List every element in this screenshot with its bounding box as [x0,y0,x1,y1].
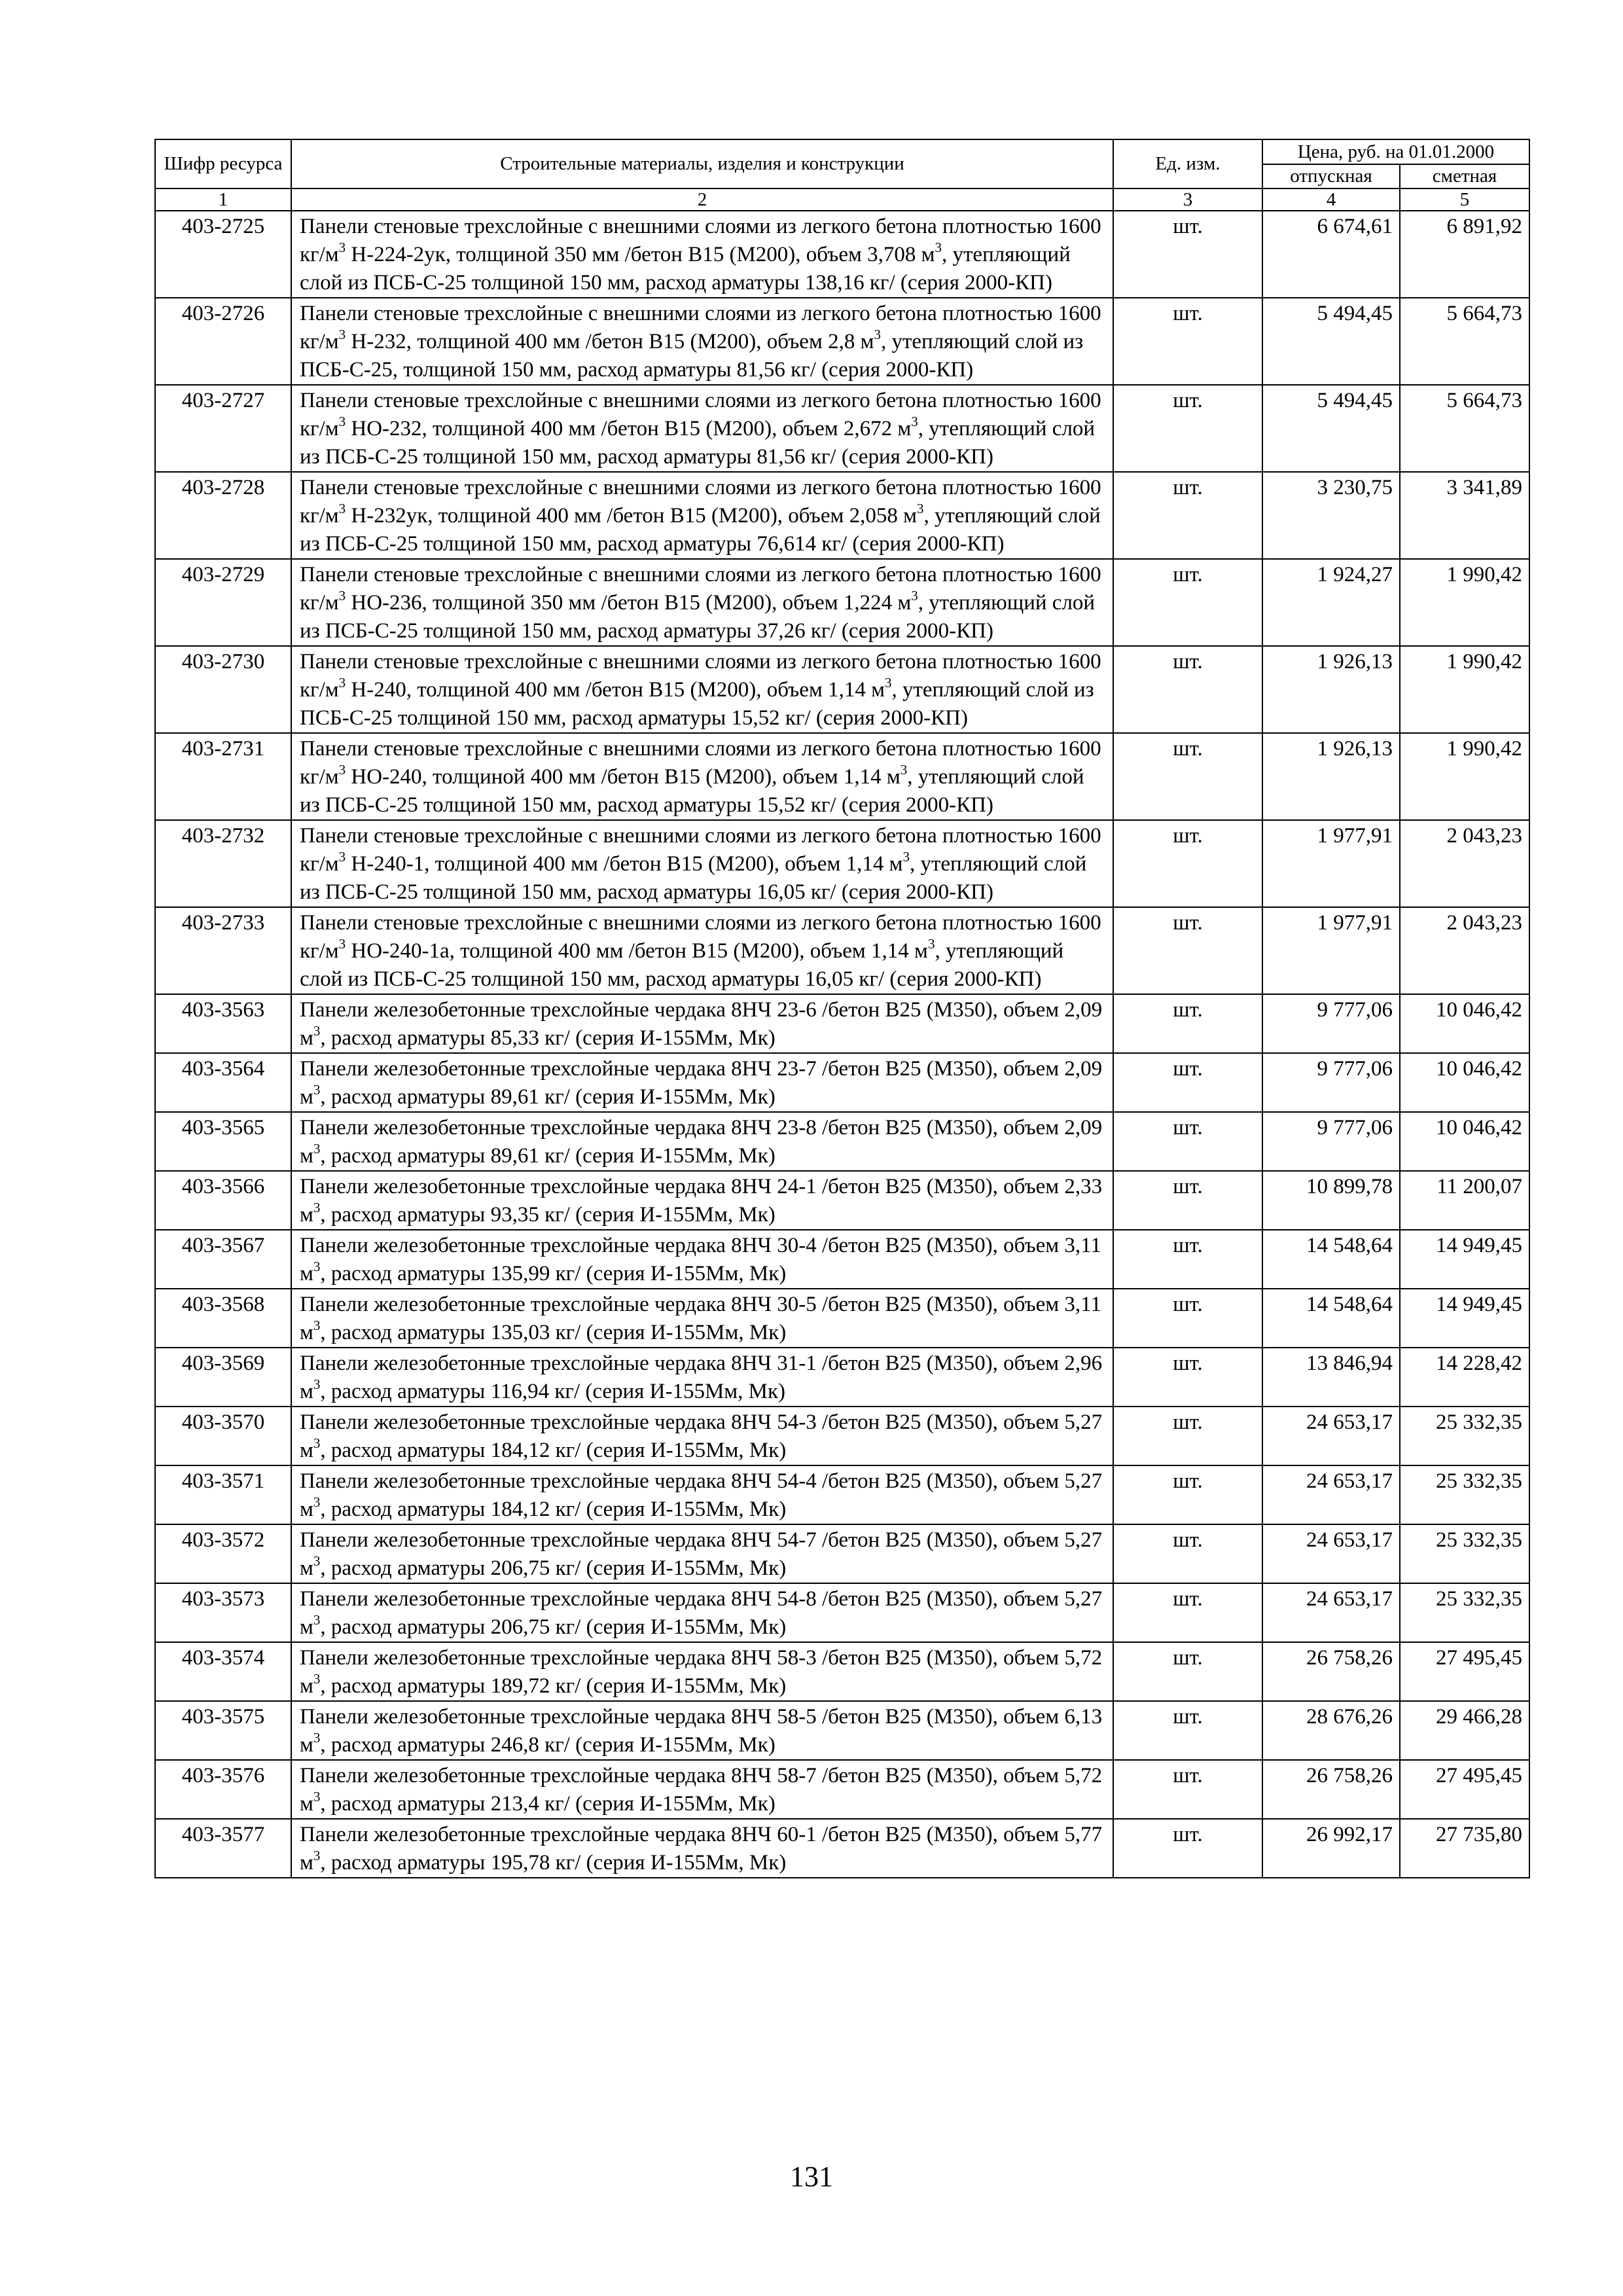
estimate-price: 1 990,42 [1400,733,1529,820]
estimate-price: 10 046,42 [1400,994,1529,1053]
unit-cell: шт. [1113,1289,1262,1348]
table-row [155,1348,1529,1407]
resource-code: 403-3575 [155,1701,291,1760]
estimate-price: 5 664,73 [1400,298,1529,385]
resource-code: 403-3564 [155,1053,291,1112]
unit-cell: шт. [1113,907,1262,994]
resource-code: 403-2730 [155,646,291,733]
resource-code: 403-3570 [155,1407,291,1465]
resource-code: 403-2732 [155,820,291,907]
release-price: 6 674,61 [1262,211,1400,298]
table-row [155,1289,1529,1348]
release-price: 24 653,17 [1262,1407,1400,1465]
release-price: 26 758,26 [1262,1760,1400,1819]
estimate-price: 5 664,73 [1400,385,1529,472]
unit-cell: шт. [1113,1230,1262,1289]
header-price-release: отпускная [1262,164,1400,188]
estimate-price: 1 990,42 [1400,559,1529,646]
release-price: 9 777,06 [1262,1053,1400,1112]
table-row [155,1701,1529,1760]
table-row [155,1112,1529,1171]
release-price: 1 926,13 [1262,646,1400,733]
release-price: 1 924,27 [1262,559,1400,646]
estimate-price: 29 466,28 [1400,1701,1529,1760]
material-description: Панели железобетонные трехслойные чердака 8НЧ 54-8 /бетон В25 (М350), объем 5,27 $м^3$, расход арматуры 206,75 кг/ (серия И-155Мм, Мк) [291,1583,1113,1642]
unit-cell: шт. [1113,1819,1262,1878]
release-price: 24 653,17 [1262,1583,1400,1642]
resource-code: 403-3567 [155,1230,291,1289]
resource-code: 403-3576 [155,1760,291,1819]
release-price: 3 230,75 [1262,472,1400,559]
estimate-price: 3 341,89 [1400,472,1529,559]
material-description: Панели стеновые трехслойные с внешними слоями из легкого бетона плотностью 1600 $кг/м^3$ Н-232ук, толщиной 400 мм /бетон В15 (М200), объем 2,058 $м^3$, утепляющий слой из ПСБ-С-25 толщиной 150 мм, расход арматуры 76,614 кг/ (серия 2000-КП) [291,472,1113,559]
unit-cell: шт. [1113,820,1262,907]
estimate-price: 27 495,45 [1400,1760,1529,1819]
unit-cell: шт. [1113,994,1262,1053]
material-description: Панели железобетонные трехслойные чердака 8НЧ 54-3 /бетон В25 (М350), объем 5,27 $м^3$, расход арматуры 184,12 кг/ (серия И-155Мм, Мк) [291,1407,1113,1465]
estimate-price: 27 495,45 [1400,1642,1529,1701]
material-description: Панели железобетонные трехслойные чердака 8НЧ 58-5 /бетон В25 (М350), объем 6,13 $м^3$, расход арматуры 246,8 кг/ (серия И-155Мм, Мк) [291,1701,1113,1760]
estimate-price: 25 332,35 [1400,1524,1529,1583]
table-row [155,1819,1529,1878]
unit-cell: шт. [1113,385,1262,472]
material-description: Панели железобетонные трехслойные чердака 8НЧ 31-1 /бетон В25 (М350), объем 2,96 $м^3$, расход арматуры 116,94 кг/ (серия И-155Мм, Мк) [291,1348,1113,1407]
price-table [154,139,1530,1878]
column-number: 1 [155,188,291,211]
header-materials: Строительные материалы, изделия и конструкции [291,139,1113,188]
material-description: Панели стеновые трехслойные с внешними слоями из легкого бетона плотностью 1600 $кг/м^3$ НО-232, толщиной 400 мм /бетон В15 (М200), объем 2,672 $м^3$, утепляющий слой из ПСБ-С-25 толщиной 150 мм, расход арматуры 81,56 кг/ (серия 2000-КП) [291,385,1113,472]
release-price: 24 653,17 [1262,1465,1400,1524]
table-row [155,559,1529,646]
material-description: Панели стеновые трехслойные с внешними слоями из легкого бетона плотностью 1600 $кг/м^3$ Н-224-2ук, толщиной 350 мм /бетон В15 (М200), объем 3,708 $м^3$, утепляющий слой из ПСБ-С-25 толщиной 150 мм, расход арматуры 138,16 кг/ (серия 2000-КП) [291,211,1113,298]
estimate-price: 11 200,07 [1400,1171,1529,1230]
table-row [155,472,1529,559]
resource-code: 403-3563 [155,994,291,1053]
release-price: 10 899,78 [1262,1171,1400,1230]
column-number: 3 [1113,188,1262,211]
unit-cell: шт. [1113,733,1262,820]
material-description: Панели железобетонные трехслойные чердака 8НЧ 58-7 /бетон В25 (М350), объем 5,72 $м^3$, расход арматуры 213,4 кг/ (серия И-155Мм, Мк) [291,1760,1113,1819]
estimate-price: 1 990,42 [1400,646,1529,733]
resource-code: 403-3569 [155,1348,291,1407]
header-price-group: Цена, руб. на 01.01.2000 [1262,139,1529,164]
table-row [155,385,1529,472]
material-description: Панели стеновые трехслойные с внешними слоями из легкого бетона плотностью 1600 $кг/м^3$ Н-240, толщиной 400 мм /бетон В15 (М200), объем 1,14 $м^3$, утепляющий слой из ПСБ-С-25 толщиной 150 мм, расход арматуры 15,52 кг/ (серия 2000-КП) [291,646,1113,733]
estimate-price: 14 949,45 [1400,1230,1529,1289]
release-price: 26 992,17 [1262,1819,1400,1878]
unit-cell: шт. [1113,559,1262,646]
material-description: Панели стеновые трехслойные с внешними слоями из легкого бетона плотностью 1600 $кг/м^3$ НО-240, толщиной 400 мм /бетон В15 (М200), объем 1,14 $м^3$, утепляющий слой из ПСБ-С-25 толщиной 150 мм, расход арматуры 15,52 кг/ (серия 2000-КП) [291,733,1113,820]
release-price: 5 494,45 [1262,298,1400,385]
table-row [155,1053,1529,1112]
unit-cell: шт. [1113,1112,1262,1171]
material-description: Панели железобетонные трехслойные чердака 8НЧ 60-1 /бетон В25 (М350), объем 5,77 $м^3$, расход арматуры 195,78 кг/ (серия И-155Мм, Мк) [291,1819,1113,1878]
resource-code: 403-2728 [155,472,291,559]
unit-cell: шт. [1113,1053,1262,1112]
unit-cell: шт. [1113,646,1262,733]
table-row [155,907,1529,994]
column-number: 5 [1400,188,1529,211]
column-number: 4 [1262,188,1400,211]
material-description: Панели железобетонные трехслойные чердака 8НЧ 54-4 /бетон В25 (М350), объем 5,27 $м^3$, расход арматуры 184,12 кг/ (серия И-155Мм, Мк) [291,1465,1113,1524]
unit-cell: шт. [1113,1407,1262,1465]
estimate-price: 14 949,45 [1400,1289,1529,1348]
resource-code: 403-2733 [155,907,291,994]
unit-cell: шт. [1113,472,1262,559]
release-price: 1 977,91 [1262,907,1400,994]
unit-cell: шт. [1113,1465,1262,1524]
unit-cell: шт. [1113,1348,1262,1407]
material-description: Панели железобетонные трехслойные чердака 8НЧ 54-7 /бетон В25 (М350), объем 5,27 $м^3$, расход арматуры 206,75 кг/ (серия И-155Мм, Мк) [291,1524,1113,1583]
table-row [155,1642,1529,1701]
estimate-price: 14 228,42 [1400,1348,1529,1407]
table-row [155,1524,1529,1583]
table-row [155,298,1529,385]
resource-code: 403-3565 [155,1112,291,1171]
resource-code: 403-2725 [155,211,291,298]
unit-cell: шт. [1113,1760,1262,1819]
resource-code: 403-3566 [155,1171,291,1230]
resource-code: 403-2731 [155,733,291,820]
table-row [155,211,1529,298]
material-description: Панели железобетонные трехслойные чердака 8НЧ 23-6 /бетон В25 (М350), объем 2,09 $м^3$, расход арматуры 85,33 кг/ (серия И-155Мм, Мк) [291,994,1113,1053]
release-price: 5 494,45 [1262,385,1400,472]
estimate-price: 10 046,42 [1400,1053,1529,1112]
release-price: 14 548,64 [1262,1230,1400,1289]
material-description: Панели стеновые трехслойные с внешними слоями из легкого бетона плотностью 1600 $кг/м^3$ НО-240-1а, толщиной 400 мм /бетон В15 (М200), объем 1,14 $м^3$, утепляющий слой из ПСБ-С-25 толщиной 150 мм, расход арматуры 16,05 кг/ (серия 2000-КП) [291,907,1113,994]
release-price: 14 548,64 [1262,1289,1400,1348]
table-row [155,646,1529,733]
table-body [155,211,1529,1878]
header-price-estimate: сметная [1400,164,1529,188]
table-row [155,1760,1529,1819]
release-price: 13 846,94 [1262,1348,1400,1407]
material-description: Панели стеновые трехслойные с внешними слоями из легкого бетона плотностью 1600 $кг/м^3$ Н-232, толщиной 400 мм /бетон В15 (М200), объем 2,8 $м^3$, утепляющий слой из ПСБ-С-25, толщиной 150 мм, расход арматуры 81,56 кг/ (серия 2000-КП) [291,298,1113,385]
column-number: 2 [291,188,1113,211]
resource-code: 403-3574 [155,1642,291,1701]
unit-cell: шт. [1113,1171,1262,1230]
header-unit: Ед. изм. [1113,139,1262,188]
material-description: Панели железобетонные трехслойные чердака 8НЧ 30-5 /бетон В25 (М350), объем 3,11 $м^3$, расход арматуры 135,03 кг/ (серия И-155Мм, Мк) [291,1289,1113,1348]
estimate-price: 10 046,42 [1400,1112,1529,1171]
release-price: 1 926,13 [1262,733,1400,820]
estimate-price: 6 891,92 [1400,211,1529,298]
resource-code: 403-3571 [155,1465,291,1524]
release-price: 9 777,06 [1262,1112,1400,1171]
table-row [155,994,1529,1053]
unit-cell: шт. [1113,211,1262,298]
release-price: 26 758,26 [1262,1642,1400,1701]
unit-cell: шт. [1113,1701,1262,1760]
resource-code: 403-2729 [155,559,291,646]
resource-code: 403-2726 [155,298,291,385]
release-price: 24 653,17 [1262,1524,1400,1583]
estimate-price: 25 332,35 [1400,1583,1529,1642]
material-description: Панели железобетонные трехслойные чердака 8НЧ 23-7 /бетон В25 (М350), объем 2,09 $м^3$, расход арматуры 89,61 кг/ (серия И-155Мм, Мк) [291,1053,1113,1112]
table-row [155,1583,1529,1642]
table-row [155,1407,1529,1465]
unit-cell: шт. [1113,298,1262,385]
estimate-price: 2 043,23 [1400,820,1529,907]
header-code: Шифр ресурса [155,139,291,188]
release-price: 1 977,91 [1262,820,1400,907]
unit-cell: шт. [1113,1524,1262,1583]
material-description: Панели железобетонные трехслойные чердака 8НЧ 30-4 /бетон В25 (М350), объем 3,11 $м^3$, расход арматуры 135,99 кг/ (серия И-155Мм, Мк) [291,1230,1113,1289]
material-description: Панели стеновые трехслойные с внешними слоями из легкого бетона плотностью 1600 $кг/м^3$ НО-236, толщиной 350 мм /бетон В15 (М200), объем 1,224 $м^3$, утепляющий слой из ПСБ-С-25 толщиной 150 мм, расход арматуры 37,26 кг/ (серия 2000-КП) [291,559,1113,646]
resource-code: 403-3577 [155,1819,291,1878]
material-description: Панели железобетонные трехслойные чердака 8НЧ 58-3 /бетон В25 (М350), объем 5,72 $м^3$, расход арматуры 189,72 кг/ (серия И-155Мм, Мк) [291,1642,1113,1701]
estimate-price: 2 043,23 [1400,907,1529,994]
page-number: 131 [790,2161,833,2193]
material-description: Панели железобетонные трехслойные чердака 8НЧ 23-8 /бетон В25 (М350), объем 2,09 $м^3$, расход арматуры 89,61 кг/ (серия И-155Мм, Мк) [291,1112,1113,1171]
table-row [155,1171,1529,1230]
resource-code: 403-3573 [155,1583,291,1642]
estimate-price: 27 735,80 [1400,1819,1529,1878]
unit-cell: шт. [1113,1583,1262,1642]
resource-code: 403-3572 [155,1524,291,1583]
table-row [155,733,1529,820]
unit-cell: шт. [1113,1642,1262,1701]
material-description: Панели стеновые трехслойные с внешними слоями из легкого бетона плотностью 1600 $кг/м^3$ Н-240-1, толщиной 400 мм /бетон В15 (М200), объем 1,14 $м^3$, утепляющий слой из ПСБ-С-25 толщиной 150 мм, расход арматуры 16,05 кг/ (серия 2000-КП) [291,820,1113,907]
release-price: 28 676,26 [1262,1701,1400,1760]
resource-code: 403-2727 [155,385,291,472]
material-description: Панели железобетонные трехслойные чердака 8НЧ 24-1 /бетон В25 (М350), объем 2,33 $м^3$, расход арматуры 93,35 кг/ (серия И-155Мм, Мк) [291,1171,1113,1230]
table-row [155,1465,1529,1524]
estimate-price: 25 332,35 [1400,1407,1529,1465]
resource-code: 403-3568 [155,1289,291,1348]
estimate-price: 25 332,35 [1400,1465,1529,1524]
table-row [155,1230,1529,1289]
table-row [155,820,1529,907]
release-price: 9 777,06 [1262,994,1400,1053]
